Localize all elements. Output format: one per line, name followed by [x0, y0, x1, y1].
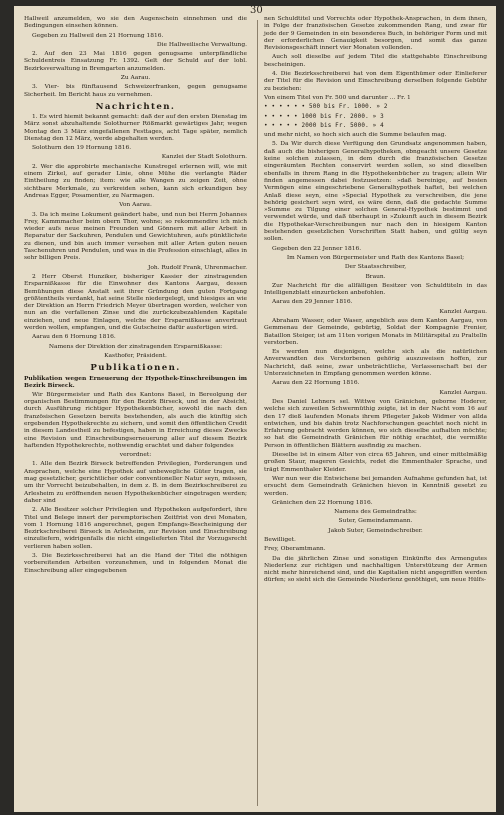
- right-column-paragraph: Dieselbe ist in einem Alter von circa 65 Jahren, und einer mittelmäßig großen Staur, mageren Gesichts, redet die Emmenthaler Sprache, und trägt Emmenthaler Kleider.: [264, 452, 487, 473]
- right-column-paragraph: nen Schuldtitel und Vorrechts oder Hypothek-Ansprachen, in dem ihnen, in Folge der französischen Gesetze zukommenden Rang, und zwar für jede der 9 Gemeinden in ein besonderes Buch, in behöriger Form und mit der erforderlichen Genauigkeit besorgen, und somit das ganze Revisionsgeschäft innert vier Monaten vollenden.: [264, 16, 487, 52]
- left-column-paragraph: 2. Alle Besitzer solcher Privilegien und Hypotheken aufgefordert, ihre Titel und Belege innert der peremptorischen Zeitfrist von drei Monaten, vom 1 Hornung 1816 angerechnet, gegen Empfangs-Bescheinigung der Bezirkschreiberei Birseck in Arlesheim, zur Revision und Einschreibung einzuliefern, widrigenfalls die nicht eingelieferten Titel ihr Vorzugsrecht verlieren haben sollen.: [24, 507, 247, 550]
- right-column-paragraph: Suter, Gemeindammann.: [338, 518, 413, 525]
- right-column-paragraph: Der Staatsschreiber,: [344, 264, 407, 271]
- left-column-paragraph: 3. Vier- bis fünftausend Schweizerfranken, gegen genugsame Sicherheit. Im Bericht haus zu vernehmen.: [24, 84, 247, 98]
- right-column-paragraph: Wer nun wer die Entwichene bei jemanden Aufnahme gefunden hat, ist ersucht dem Gemeindrath Gränichen hievon in Kenntniß gesetzt zu werden.: [264, 475, 487, 497]
- left-column-paragraph: Wir Bürgermeister und Rath des Kantons Basel, in Bereolgung der organischen Bestimmungen für den Bezirk Birseck, und in der Absicht, durch Ausführung richtiger Hypothekenbücher, sowohl die nach den französischen Gesetzen bereits bestehenden, als auch die künftig sich ergebenden Hypothekrechte zu sichern, und somit den öffentlichen Credit in diesem Landestheil zu befestigen, haben in Erreichung dieses Zwecks eine Revision und Einschreibungserneuerung aller auf diesem Bezirk haftenden Hypothekrechte, nothwendig erachtet und daher folgendes: [24, 391, 247, 449]
- right-column-paragraph: Braun.: [365, 273, 386, 280]
- right-column-paragraph: 4. Die Bezirksschreiberei hat von dem Eigenthümer oder Einlieferer der Titel für die Revision und Einschreibung derselben folgende Gebühr zu beziehen:: [264, 71, 487, 92]
- left-column-paragraph: Kasthofer, Präsident.: [104, 352, 167, 359]
- left-column-paragraph: 2 Herr Oberst Hunziker, bisheriger Kassier der zinstragenden Ersparnißkasse für die Einwohner des Kantons Aargau, dessen Bemühungen diese Anstalt seit ihrer Gründung den guten Fortgang größtentheils verdankt, hat seine Stelle niedergelegt, und hiesiges an wie der Direktion an Herrn Friedrich Meyer übertragen worden, welcher von nun an die verfallenen Zinse und die zurückzubezahlenden Kapitale einziehen, und neue Einlagen, welche der Ersparnißkasse anvertraut werden wollen, empfangen, und die Gutscheine dafür ausfertigen wird.: [24, 273, 247, 331]
- right-column-paragraph: • • • • • 1000 bis Fr. 2000. » 3: [264, 113, 384, 120]
- right-column-paragraph: • • • • • 2000 bis Fr. 5000. » 4: [264, 122, 384, 129]
- left-column-paragraph: 3. Die Bezirksschreiberei hat an die Hand der Titel die nöthigen vorbereitenden Arbeiten vorzunehmen, und in folgenden Monat die Einschreibung aller eingegebenen: [24, 553, 247, 574]
- left-column-paragraph: verordnet:: [119, 452, 152, 459]
- left-column-paragraph: Die Hallweilische Verwaltung.: [156, 41, 247, 48]
- page-number: 30: [250, 6, 263, 16]
- left-column-paragraph: Namens der Direktion der zinstragenden Ersparnißkasse:: [48, 343, 223, 350]
- right-column-paragraph: 5. Da Wir durch diese Verfügung den Grundsatz angenommen haben, daß auch die bisherigen Generalhypotheken, obngeacht unsere Gesetze keine solchen zulassen, in dem durch die französischen Gesetze eingeräumten Rechten conservirt werden sollen, so sind dieselben ebenfalls in ihrem Rang in die Hypothekenbücher zu tragen; allein Wir finden angemessen dabei festzusetzen: »daß bereinige, auf besien Vermögen eine eingeschriebene Generalhypothek haftet, bei welchen Anlaß diese seyn, eine »Special Hypothek zu verschreiben, die jene behörig gesichert seyn wird, es wäre denn, daß die gedachte Summe »Summe zu Tilgung einer solchen General-Hypothek bestimmt und verwendet würde, und daß überhaupt in »Zukunft auch in diesem Bezirk die Hypothekar-Verschreibungen nur nach den in hiesigem Kanton bestehenden gesetzlichen Vorschriften Statt haben, und gültig seyn sollen.: [264, 141, 487, 243]
- left-column: [24, 16, 247, 577]
- left-column-paragraph: 3. Da ich meine Lokument geändert habe, und nun bei Herrn Johannes Frey, Kammmacher beim obern Thor, wohne; so rekommendire ich mich wieder aufs neue meinen Freunden und Gönnern mit aller Arbeit in Reparatur der Sackuhren, Pendulen und Gewichtuhren, aufs pünktlichste zu dienen, und bin auch immer versehen mit aller Arten guten neuen Taschenuhren und Pendulen, und was in die Profession einschlagt, alles in sehr billigen Preis.: [24, 211, 247, 262]
- right-column-paragraph: Gränichen den 22 Hornung 1816.: [272, 499, 373, 506]
- right-column-paragraph: Im Namen von Bürgermeister und Rath des Kantons Basel;: [286, 254, 465, 261]
- left-column-paragraph: 2. Auf den 23 Mai 1816 gegen genugsame unterpfändliche Schuldentreis Einsatzung Fr. 1392. Gelt der Schuld auf der lobl. Bezirksverwaltung in Bremgarten anzumelden.: [24, 51, 247, 72]
- newspaper-page: [14, 6, 496, 812]
- left-column-paragraph: Hallweil anzumelden, wo sie den Augenschein einnehmen und die Bedingungen einsehen können.: [24, 16, 247, 30]
- left-column-paragraph: Kanzlei der Stadt Solothurn.: [161, 154, 247, 161]
- right-column-paragraph: • • • • • • 500 bis Fr. 1000. » 2: [264, 104, 388, 111]
- right-column-paragraph: Gegeben den 22 Jenner 1816.: [272, 245, 362, 252]
- left-column-paragraph: 1. Alle den Bezirk Birseck betreffenden Privilegien, Forderungen und Ansprachen, welche eine Hypothek auf unbewegliche Güter tragen, sie mag gesetzlicher, gerichtlicher oder conventioneller Natur seyn, müssen, um ihr Vorrecht beizubehalten, in dem z. B. in dem Bezirkschreiberei zu Arlesheim zu eröffnenden neuen Hypothekenbücher eingetragen werden; daher sind: [24, 461, 247, 504]
- right-column-paragraph: Abraham Wasser, oder Waser, angeblich aus dem Kanton Aargau, von Gemmenau der Gemeinde, gebürtig, Soldat der Kompagnie Frenier, Bataillon Steiger, ist am 11ten vorigen Monats in Militärspital zu Praltelln verstorben.: [264, 317, 487, 346]
- left-column-paragraph: Aarau den 6 Hornung 1816.: [32, 334, 116, 341]
- right-column-paragraph: Von einem Titel von Fr. 500 und darunter ... Fr. 1: [264, 94, 411, 101]
- column-divider: [257, 20, 258, 806]
- left-column-paragraph: Publikation wegen Erneuerung der Hypothek-Einschreibungen im Bezirk Birseck.: [24, 375, 247, 390]
- section-heading: Nachrichten.: [95, 101, 176, 112]
- left-column-paragraph: Gegeben zu Hallweil den 21 Hornung 1816.: [32, 32, 164, 39]
- left-column-paragraph: Von Aarau.: [119, 202, 152, 209]
- right-column-paragraph: Kanzlei Aargau.: [439, 308, 487, 315]
- right-column-paragraph: und mehr nicht, so hoch sich auch die Summe belaufen mag.: [264, 132, 447, 139]
- right-column-paragraph: Jakob Suter, Gemeindschreiber.: [328, 527, 423, 534]
- right-column-paragraph: Da die jährlichen Zinse und sonstigen Einkünfte des Armengutes Niederlenz zur richtigen und nachhaltigen Unterstützung der Armen nicht mehr hinreichend sind, und die Kapitalien nicht angegriffen werden dürfen; so sieht sich die Gemeinde Niederlenz genöthiget, um neue Hülfs-: [264, 555, 487, 584]
- left-column-paragraph: Joh. Rudolf Frank, Uhrenmacher.: [147, 264, 247, 271]
- right-column-paragraph: Kanzlei Aargau.: [439, 389, 487, 396]
- right-column-paragraph: Aarau den 29 Jenner 1816.: [272, 299, 353, 306]
- left-column-paragraph: 1. Es wird hiemit bekannt gemacht: daß der auf den ersten Dienstag im März sonst abzuhaltende Solothurner Rößmarkt gewärtiges Jahr, wegen Montag den 3 März eingefallenen Festtages, acht Tage später, nemlich Dienstag den 12 März, werde abgehalten werden.: [24, 113, 247, 142]
- right-column-paragraph: Namens des Gemeindraths:: [334, 509, 417, 516]
- right-column-paragraph: Bewilliget.: [264, 537, 296, 543]
- right-column-paragraph: Auch soll dieselbe auf jedem Titel die stattgehabte Einschreibung bescheinigen.: [264, 54, 487, 68]
- right-column-paragraph: Es werden nun diejenigen, welche sich als die natürlichen Anverwandten des Verstorbenen gehörig auszuweisen hoffen, zur Nachricht, daß seine, zwar unbeträchtliche, Verlassenschaft bei der Unterzeichneten in Empfang genommen werden könne.: [264, 349, 487, 378]
- left-column-paragraph: 2. Wer die approbirte mechanische Kunstregel erlernen will, wie mit einem Zirkel, auf gerader Linie, ohne Mühe die verlangte Räder Eintheilung zu finden; item: wie alle Wangen zu zeigen Zeit, ohne sichtbare Merkmale, zu verkreiden sehen, kann sich erkundigen bey Andreas Egger, Posamentier, zu Narmagen.: [24, 163, 247, 199]
- right-column-paragraph: Des Daniel Lehners sel. Wittwe von Gränichen, geborne Hoderer, welche sich zuweilen Schwermüthig zeigte, ist in der Nacht vom 16 auf den 17 dieß laufenden Monats ihrem Pflegeter Jakob Widmer von allda entwichen, und bis dahin trotz Nachforschungen geachtet noch nicht in Erfahrung gebracht werden können, wo sich dieselbe aufhalten möchte; so hat die Gemeindrath Gränichen für nöthig erachtet, die vermißte Person in öffentlichen Blättern ausfindig zu machen.: [264, 398, 487, 449]
- right-column-paragraph: Frey, Oberamtmann.: [264, 546, 326, 553]
- section-heading: Publikationen.: [90, 363, 181, 374]
- left-column-paragraph: Solothurn den 19 Hornung 1816.: [32, 145, 132, 152]
- right-column: [264, 16, 487, 587]
- left-column-paragraph: Zu Aarau.: [120, 75, 151, 82]
- right-column-paragraph: Zur Nachricht für die allfälligen Besitzer von Schuldtiteln in das Intelligenzblatt einzurücken anbefohlen.: [264, 282, 487, 297]
- right-column-paragraph: Aarau den 22 Hornung 1816.: [272, 380, 360, 387]
